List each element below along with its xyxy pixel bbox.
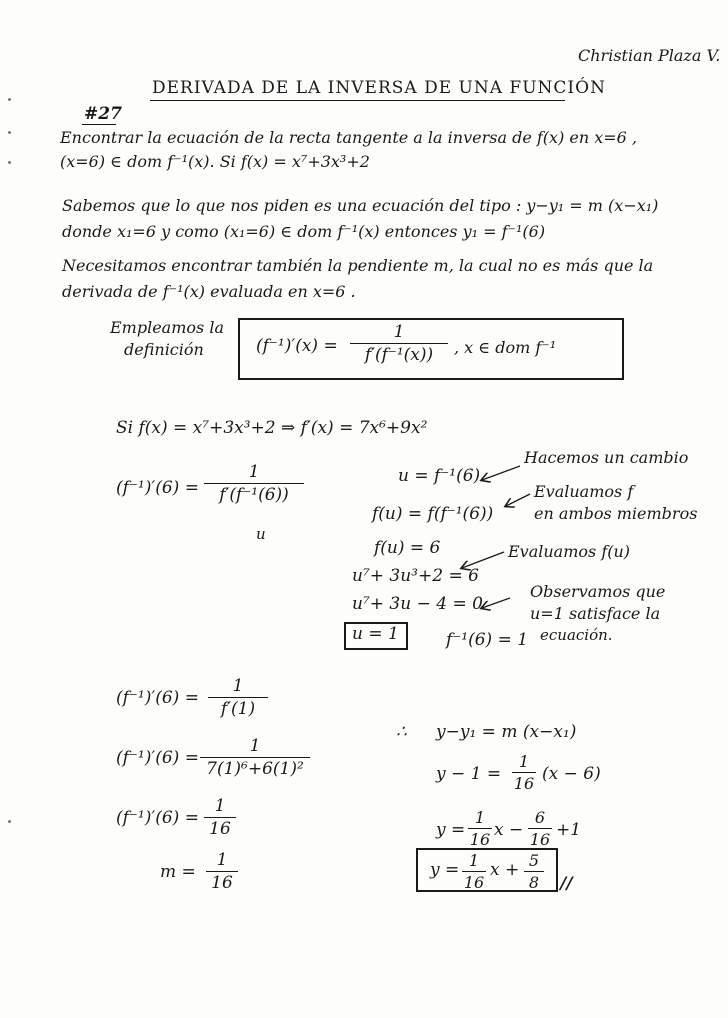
tangent-line-formula: y−y₁ = m (x−x₁) xyxy=(436,722,577,742)
tangent-step-3-mid: x − xyxy=(494,820,524,840)
fraction-bar xyxy=(468,828,492,829)
substitution-step-4: u⁷+ 3u³+2 = 6 xyxy=(352,566,479,586)
fraction-denominator: 16 xyxy=(211,873,233,893)
eval1-lhs: (f⁻¹)′(6) = xyxy=(116,478,199,498)
fraction-numerator: 1 xyxy=(393,322,405,342)
eval2-row3-fraction xyxy=(204,796,236,839)
substitution-step-2: f(u) = f(f⁻¹(6)) xyxy=(372,504,494,524)
fraction-bar xyxy=(208,697,268,698)
final-answer-fraction-1 xyxy=(462,851,486,892)
tangent-step-3-lhs: y = xyxy=(436,820,466,840)
fraction-bar xyxy=(204,817,236,818)
fraction-denominator: 16 xyxy=(513,774,535,793)
end-mark: // xyxy=(560,874,573,894)
reasoning-line-1: Sabemos que lo que nos piden es una ecuación del tipo : y−y₁ = m (x−x₁) xyxy=(62,196,659,215)
reasoning-line-4: derivada de f⁻¹(x) evaluada en x=6 . xyxy=(62,282,356,301)
note-both-members: en ambos miembros xyxy=(534,504,698,523)
statement-line-1: Encontrar la ecuación de la recta tangente a la inversa de f(x) en x=6 , xyxy=(60,128,638,147)
note-change-variable: Hacemos un cambio xyxy=(524,448,689,467)
fraction-numerator: 1 xyxy=(232,676,244,696)
definition-condition: , x ∈ dom f⁻¹ xyxy=(454,338,557,357)
eval2-row2-fraction xyxy=(200,736,310,779)
arrow-observe xyxy=(482,598,510,608)
arrow-evaluate-fu xyxy=(462,552,504,568)
fraction-denominator: 7(1)⁶+6(1)² xyxy=(206,759,304,779)
note-satisfies: u=1 satisface la xyxy=(530,604,661,623)
fraction-numerator: 1 xyxy=(248,462,260,482)
substitution-step-3: f(u) = 6 xyxy=(374,538,441,558)
substitution-step-1: u = f⁻¹(6) xyxy=(398,466,481,486)
fraction-denominator: 16 xyxy=(469,830,491,849)
solution-value: u = 1 xyxy=(352,624,399,644)
definition-lhs: (f⁻¹)′(x) = xyxy=(256,336,338,356)
note-observe: Observamos que xyxy=(530,582,666,601)
definition-label: definición xyxy=(124,340,204,359)
fraction-denominator: 16 xyxy=(463,873,485,892)
tangent-step-3-fraction-1 xyxy=(468,808,492,849)
therefore-symbol: ∴ xyxy=(396,722,407,742)
inverse-value: f⁻¹(6) = 1 xyxy=(446,630,529,650)
fraction-numerator: 1 xyxy=(468,851,480,870)
fraction-numerator: 1 xyxy=(214,796,226,816)
problem-number: #27 xyxy=(84,104,122,124)
slope-lhs: m = xyxy=(160,862,196,882)
arrow-evaluate-f xyxy=(506,494,530,506)
final-answer-mid: x + xyxy=(490,860,520,880)
tangent-step-2-fraction xyxy=(512,752,536,793)
final-answer-lhs: y = xyxy=(430,860,460,880)
eval1-substitution-label: u xyxy=(256,525,266,543)
note-evaluate-f: Evaluamos f xyxy=(534,482,634,501)
fraction-numerator: 1 xyxy=(518,752,530,771)
fraction-denominator: 8 xyxy=(528,873,540,892)
note-evaluate-fu: Evaluamos f(u) xyxy=(508,542,631,561)
derivative-line: Si f(x) = x⁷+3x³+2 ⇒ f′(x) = 7x⁶+9x² xyxy=(116,418,428,438)
signature: Christian Plaza V. xyxy=(578,46,721,65)
fraction-numerator: 5 xyxy=(528,851,540,870)
fraction-bar xyxy=(206,871,238,872)
fraction-denominator: 16 xyxy=(209,819,231,839)
page-title: DERIVADA DE LA INVERSA DE UNA FUNCIÓN xyxy=(152,78,606,98)
reasoning-line-2: donde x₁=6 y como (x₁=6) ∈ dom f⁻¹(x) entonces y₁ = f⁻¹(6) xyxy=(62,222,546,241)
fraction-denominator: 16 xyxy=(529,830,551,849)
eval2-row1-lhs: (f⁻¹)′(6) = xyxy=(116,688,199,708)
tangent-step-2-rhs: (x − 6) xyxy=(542,764,601,784)
fraction-denominator: f′(f⁻¹(x)) xyxy=(364,345,434,365)
fraction-numerator: 6 xyxy=(534,808,546,827)
fraction-bar xyxy=(462,871,486,872)
fraction-numerator: 1 xyxy=(249,736,261,756)
eval2-row1-fraction xyxy=(208,676,268,719)
tangent-step-3-rhs: +1 xyxy=(556,820,582,840)
note-equation: ecuación. xyxy=(540,626,613,644)
tangent-step-2-lhs: y − 1 = xyxy=(436,764,502,784)
fraction-denominator: f′(f⁻¹(6)) xyxy=(219,485,289,505)
slope-fraction xyxy=(206,850,238,893)
fraction-denominator: f′(1) xyxy=(220,699,256,719)
reasoning-line-3: Necesitamos encontrar también la pendiente m, la cual no es más que la xyxy=(62,256,654,275)
eval2-row2-lhs: (f⁻¹)′(6) = xyxy=(116,748,199,768)
fraction-bar xyxy=(528,828,552,829)
tangent-step-3-fraction-2 xyxy=(528,808,552,849)
fraction-bar xyxy=(200,757,310,758)
fraction-numerator: 1 xyxy=(474,808,486,827)
fraction-numerator: 1 xyxy=(216,850,228,870)
statement-line-2: (x=6) ∈ dom f⁻¹(x). Si f(x) = x⁷+3x³+2 xyxy=(60,152,370,171)
fraction-bar xyxy=(512,772,536,773)
final-answer-fraction-2 xyxy=(524,851,544,892)
definition-label: Empleamos la xyxy=(110,318,224,337)
substitution-step-5: u⁷+ 3u − 4 = 0 xyxy=(352,594,483,614)
eval2-row3-lhs: (f⁻¹)′(6) = xyxy=(116,808,199,828)
arrow-change-variable xyxy=(482,466,520,480)
fraction-bar xyxy=(524,871,544,872)
